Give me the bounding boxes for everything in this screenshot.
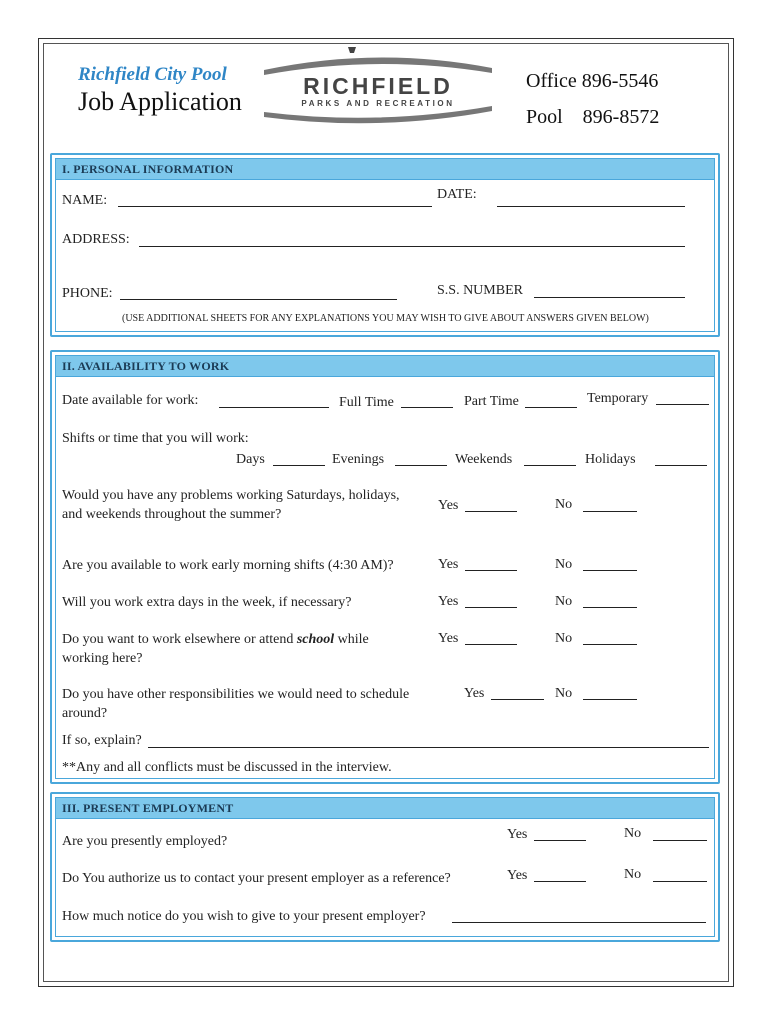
q-early-no-label: No	[555, 557, 573, 572]
q-weekends-no-field[interactable]	[583, 511, 637, 512]
q-extra-no-field[interactable]	[583, 607, 637, 608]
full-time-field[interactable]	[401, 407, 453, 408]
q-early-yes-field[interactable]	[465, 570, 517, 571]
ssn-field[interactable]	[534, 297, 685, 298]
q-notice-field[interactable]	[452, 922, 706, 923]
q-contact-yes-field[interactable]	[534, 881, 586, 882]
q-extra-no-label: No	[555, 594, 573, 609]
section-personal	[50, 153, 720, 337]
q-responsibilities-yes-field[interactable]	[491, 699, 544, 700]
q-responsibilities-no-field[interactable]	[583, 699, 637, 700]
q-responsibilities-line2: around?	[62, 706, 108, 721]
q-employed-no-field[interactable]	[653, 840, 707, 841]
date-field[interactable]	[497, 206, 685, 207]
logo-sub-text: PARKS AND RECREATION	[301, 99, 455, 108]
q-weekends-line2: and weekends throughout the summer?	[62, 507, 282, 522]
temporary-field[interactable]	[656, 404, 709, 405]
section-personal-header	[56, 159, 714, 180]
q-responsibilities-no-label: No	[555, 686, 573, 701]
q-elsewhere-post: while	[334, 632, 369, 647]
days-label: Days	[236, 452, 265, 467]
logo-bottom-swoosh	[264, 106, 492, 123]
q-employed: Are you presently employed?	[62, 834, 228, 849]
evenings-label: Evenings	[332, 452, 385, 467]
name-label: NAME:	[62, 193, 108, 208]
phone-field[interactable]	[120, 299, 397, 300]
part-time-field[interactable]	[525, 407, 577, 408]
logo-main-text: RICHFIELD	[303, 73, 453, 99]
q-responsibilities-line1: Do you have other responsibilities we would need to schedule	[62, 687, 410, 702]
q-weekends-yes-field[interactable]	[465, 511, 517, 512]
logo-crest-icon	[348, 47, 356, 53]
page-title: Job Application	[78, 87, 242, 116]
q-contact-yes-label: Yes	[507, 868, 528, 883]
evenings-field[interactable]	[395, 465, 447, 466]
q-responsibilities-yes-label: Yes	[464, 686, 485, 701]
q-elsewhere-yes-label: Yes	[438, 631, 459, 646]
holidays-label: Holidays	[585, 452, 636, 467]
q-employed-no-label: No	[624, 826, 642, 841]
part-time-label: Part Time	[464, 394, 519, 409]
q-contact-no-field[interactable]	[653, 881, 707, 882]
address-label: ADDRESS:	[62, 232, 130, 247]
section-availability-header	[56, 356, 714, 377]
section-employment-header	[56, 798, 714, 819]
conflicts-note: **Any and all conflicts must be discussed in the interview.	[62, 760, 392, 775]
q-extra-yes-field[interactable]	[465, 607, 517, 608]
q-weekends-line1: Would you have any problems working Saturdays, holidays,	[62, 488, 400, 503]
q-elsewhere-line2: working here?	[62, 651, 143, 666]
q-early-no-field[interactable]	[583, 570, 637, 571]
pool-phone: Pool 896-8572	[526, 106, 660, 128]
address-field[interactable]	[139, 246, 685, 247]
q-elsewhere-no-field[interactable]	[583, 644, 637, 645]
q-elsewhere-yes-field[interactable]	[465, 644, 517, 645]
additional-sheets-note: (USE ADDITIONAL SHEETS FOR ANY EXPLANATIONS YOU MAY WISH TO GIVE ABOUT ANSWERS GIVEN BELOW)	[122, 313, 649, 324]
q-elsewhere-school: school	[296, 632, 335, 647]
ssn-label: S.S. NUMBER	[437, 283, 523, 298]
office-phone: Office 896-5546	[526, 70, 659, 92]
q-extra-days: Will you work extra days in the week, if necessary?	[62, 595, 352, 610]
richfield-logo	[262, 44, 494, 136]
q-employed-yes-label: Yes	[507, 827, 528, 842]
date-label: DATE:	[437, 187, 477, 202]
temporary-label: Temporary	[587, 391, 649, 406]
pool-title: Richfield City Pool	[78, 64, 227, 85]
q-notice: How much notice do you wish to give to your present employer?	[62, 909, 426, 924]
q-elsewhere-line1	[62, 632, 369, 648]
q-employed-yes-field[interactable]	[534, 840, 586, 841]
weekends-label: Weekends	[455, 452, 513, 467]
shifts-label: Shifts or time that you will work:	[62, 431, 249, 446]
q-weekends-no-label: No	[555, 497, 573, 512]
days-field[interactable]	[273, 465, 325, 466]
q-weekends-yes-label: Yes	[438, 498, 459, 513]
name-field[interactable]	[118, 206, 432, 207]
explain-field[interactable]	[148, 747, 709, 748]
q-early-shifts: Are you available to work early morning shifts (4:30 AM)?	[62, 558, 394, 573]
full-time-label: Full Time	[339, 395, 394, 410]
weekends-field[interactable]	[524, 465, 576, 466]
explain-label: If so, explain?	[62, 733, 142, 748]
holidays-field[interactable]	[655, 465, 707, 466]
phone-label: PHONE:	[62, 286, 113, 301]
q-early-yes-label: Yes	[438, 557, 459, 572]
date-available-field[interactable]	[219, 407, 329, 408]
q-elsewhere-no-label: No	[555, 631, 573, 646]
q-extra-yes-label: Yes	[438, 594, 459, 609]
section-personal-title: I. PERSONAL INFORMATION	[62, 162, 234, 176]
section-employment-title: III. PRESENT EMPLOYMENT	[62, 801, 234, 815]
q-contact-no-label: No	[624, 867, 642, 882]
q-elsewhere-pre: Do you want to work elsewhere or attend	[62, 632, 297, 647]
date-available-label: Date available for work:	[62, 393, 199, 408]
section-availability-title: II. AVAILABILITY TO WORK	[62, 359, 230, 373]
q-contact-employer: Do You authorize us to contact your present employer as a reference?	[62, 871, 451, 886]
